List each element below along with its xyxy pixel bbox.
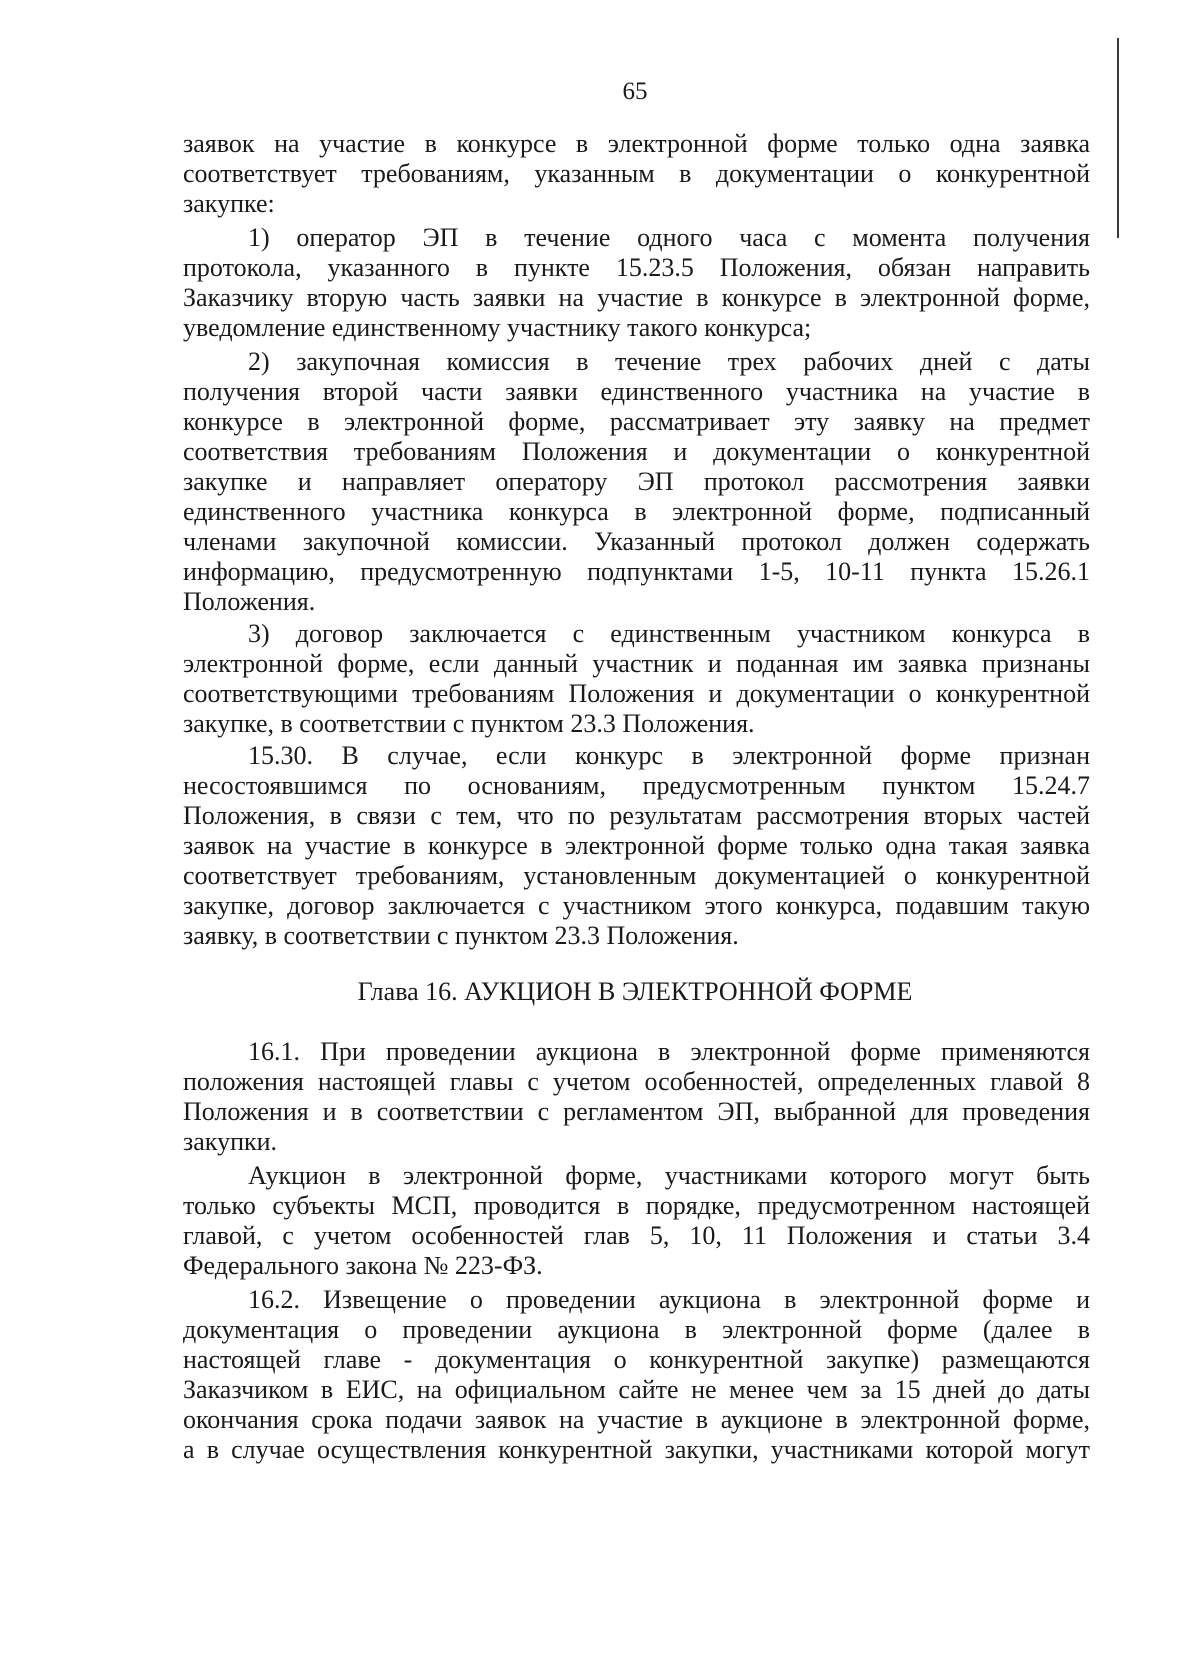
- text-line: закупке и направляет оператору ЭП протокол рассмотрения заявки: [183, 467, 1090, 496]
- text-line: настоящей главе - документация о конкурентной закупке) размещаются: [183, 1345, 1090, 1374]
- text-line: Аукцион в электронной форме, участниками которого могут быть: [248, 1161, 1090, 1190]
- text-line: 3) договор заключается с единственным участником конкурса в: [248, 619, 1090, 648]
- chapter-heading: Глава 16. АУКЦИОН В ЭЛЕКТРОННОЙ ФОРМЕ: [357, 977, 913, 1006]
- text-line: 16.2. Извещение о проведении аукциона в электронной форме и: [248, 1285, 1090, 1314]
- text-line: документация о проведении аукциона в электронной форме (далее в: [183, 1315, 1090, 1344]
- text-line: закупке:: [183, 189, 275, 218]
- text-line: 1) оператор ЭП в течение одного часа с момента получения: [248, 223, 1090, 252]
- text-line: 15.30. В случае, если конкурс в электронной форме признан: [248, 741, 1090, 770]
- text-line: закупки.: [183, 1127, 278, 1156]
- text-line: членами закупочной комиссии. Указанный протокол должен содержать: [183, 527, 1090, 556]
- text-line: заявок на участие в конкурсе в электронной форме только одна заявка: [183, 129, 1090, 158]
- text-line: соответствия требованиям Положения и документации о конкурентной: [183, 437, 1090, 466]
- text-line: положения настоящей главы с учетом особенностей, определенных главой 8: [183, 1067, 1090, 1096]
- text-line: Федерального закона № 223-ФЗ.: [183, 1251, 543, 1280]
- text-line: несостоявшимся по основаниям, предусмотренным пунктом 15.24.7: [183, 771, 1090, 800]
- text-line: информацию, предусмотренную подпунктами 1-5, 10-11 пункта 15.26.1: [183, 557, 1090, 586]
- text-line: соответствует требованиям, установленным документацией о конкурентной: [183, 861, 1090, 890]
- text-line: 16.1. При проведении аукциона в электронной форме применяются: [248, 1037, 1090, 1066]
- scan-edge-line: [1117, 38, 1119, 238]
- text-line: Положения.: [183, 587, 316, 616]
- text-line: конкурсе в электронной форме, рассматривает эту заявку на предмет: [183, 407, 1090, 436]
- page-number: 65: [622, 78, 648, 105]
- text-line: только субъекты МСП, проводится в порядке, предусмотренном настоящей: [183, 1191, 1090, 1220]
- text-line: 2) закупочная комиссия в течение трех рабочих дней с даты: [248, 347, 1090, 376]
- text-line: заявку, в соответствии с пунктом 23.3 Положения.: [183, 921, 739, 950]
- text-line: протокола, указанного в пункте 15.23.5 Положения, обязан направить: [183, 253, 1090, 282]
- text-line: закупке, в соответствии с пунктом 23.3 Положения.: [183, 709, 755, 738]
- text-line: уведомление единственному участнику такого конкурса;: [183, 313, 812, 342]
- text-line: главой, с учетом особенностей глав 5, 10, 11 Положения и статьи 3.4: [183, 1221, 1090, 1250]
- text-line: Заказчику вторую часть заявки на участие в конкурсе в электронной форме,: [183, 283, 1090, 312]
- text-line: электронной форме, если данный участник и поданная им заявка признаны: [183, 649, 1090, 678]
- text-line: Положения и в соответствии с регламентом ЭП, выбранной для проведения: [183, 1097, 1090, 1126]
- text-line: соответствующими требованиям Положения и документации о конкурентной: [183, 679, 1090, 708]
- text-line: а в случае осуществления конкурентной закупки, участниками которой могут: [183, 1435, 1090, 1464]
- text-line: соответствует требованиям, указанным в документации о конкурентной: [183, 159, 1090, 188]
- text-line: единственного участника конкурса в электронной форме, подписанный: [183, 497, 1090, 526]
- text-line: заявок на участие в конкурсе в электронной форме только одна такая заявка: [183, 831, 1090, 860]
- text-line: Заказчиком в ЕИС, на официальном сайте не менее чем за 15 дней до даты: [183, 1375, 1090, 1404]
- text-line: получения второй части заявки единственного участника на участие в: [183, 377, 1090, 406]
- text-line: Положения, в связи с тем, что по результатам рассмотрения вторых частей: [183, 801, 1090, 830]
- text-line: закупке, договор заключается с участником этого конкурса, подавшим такую: [183, 891, 1090, 920]
- text-line: окончания срока подачи заявок на участие в аукционе в электронной форме,: [183, 1405, 1090, 1434]
